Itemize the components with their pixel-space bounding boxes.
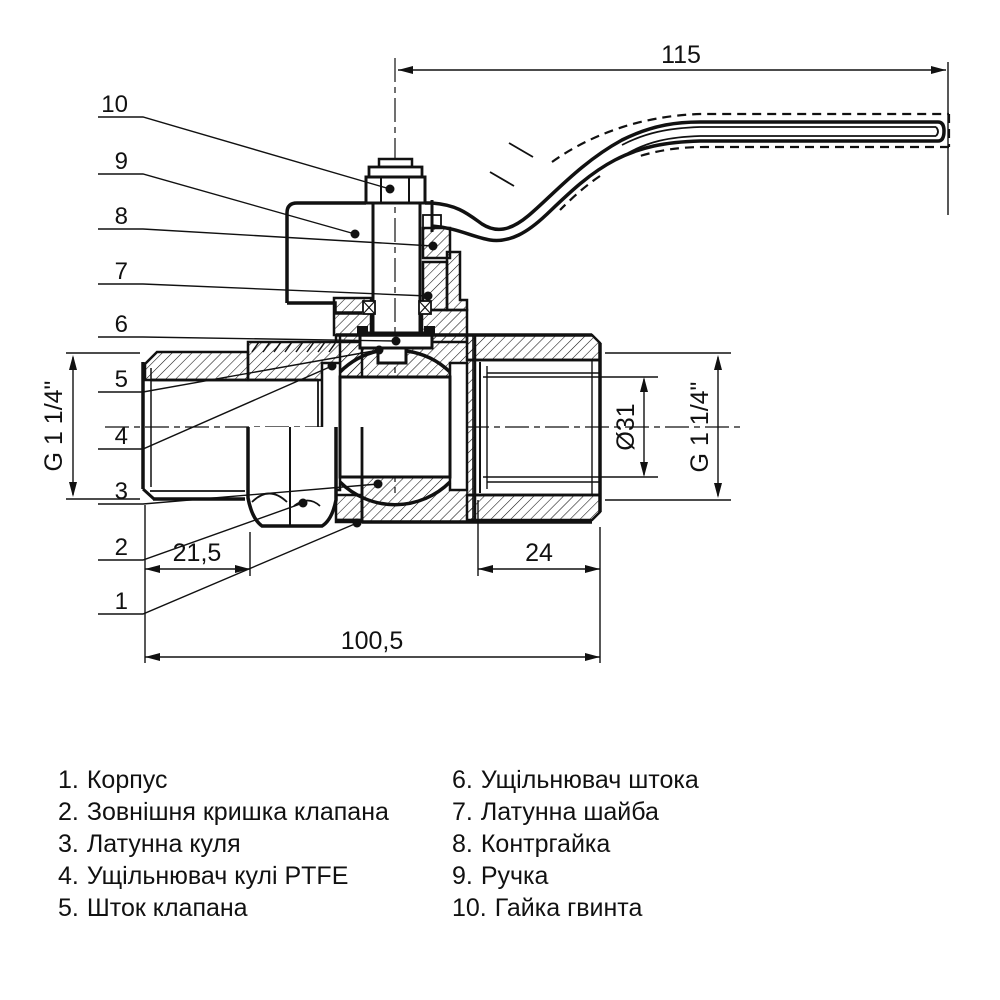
dim-21-5-label: 21,5: [172, 539, 222, 567]
stem-nut: [366, 159, 425, 203]
dimension-115: [398, 41, 948, 215]
svg-text:10: 10: [101, 91, 128, 118]
dim-bore-label: Ø31: [612, 403, 640, 451]
part-name: Латунна куля: [86, 830, 241, 858]
part-name: Гайка гвинта: [494, 894, 643, 922]
part-number: 1.: [58, 766, 79, 794]
part-number: 3.: [58, 830, 79, 858]
part-name: Ручка: [480, 862, 549, 890]
part-item-9: [452, 860, 699, 892]
part-item-1: [58, 764, 389, 796]
part-number: 5.: [58, 894, 79, 922]
dim-24-label: 24: [525, 539, 553, 567]
part-name: Контргайка: [480, 830, 611, 858]
dim-115-label: 115: [661, 41, 701, 69]
part-name: Латунна шайба: [480, 798, 659, 826]
part-number: 8.: [452, 830, 473, 858]
part-item-2: [58, 796, 389, 828]
callout-10: [98, 91, 395, 194]
part-item-5: [58, 892, 389, 924]
part-number: 4.: [58, 862, 79, 890]
parts-list-left-column: [58, 764, 389, 924]
part-item-4: [58, 860, 389, 892]
svg-text:4: 4: [114, 423, 128, 450]
part-number: 6.: [452, 766, 473, 794]
svg-text:1: 1: [114, 588, 128, 615]
part-item-3: [58, 828, 389, 860]
callout-7: [98, 258, 433, 301]
part-number: 10.: [452, 894, 487, 922]
dim-left-thread-label: G 1 1/4": [40, 380, 68, 472]
part-name: Ущільнювач штока: [480, 766, 699, 794]
part-item-6: [452, 764, 699, 796]
callout-8: [98, 203, 438, 251]
svg-text:7: 7: [114, 258, 128, 285]
svg-text:3: 3: [114, 478, 128, 505]
part-number: 7.: [452, 798, 473, 826]
dimension-24: [478, 500, 600, 663]
dim-100-5-label: 100,5: [340, 627, 404, 655]
svg-text:2: 2: [114, 534, 128, 561]
part-name: Шток клапана: [86, 894, 248, 922]
callout-9: [98, 148, 360, 239]
part-item-10: [452, 892, 699, 924]
part-item-8: [452, 828, 699, 860]
svg-text:9: 9: [114, 148, 128, 175]
svg-text:6: 6: [114, 311, 128, 338]
dimension-21-5: [145, 505, 250, 663]
part-number: 9.: [452, 862, 473, 890]
parts-list-right-column: [452, 764, 699, 924]
part-number: 2.: [58, 798, 79, 826]
dimension-100-5: [145, 627, 600, 661]
part-name: Корпус: [86, 766, 168, 794]
dim-right-thread-label: G 1 1/4": [686, 381, 714, 473]
part-name: Ущільнювач кулі PTFE: [86, 862, 349, 890]
svg-text:8: 8: [114, 203, 128, 230]
svg-text:5: 5: [114, 366, 128, 393]
part-item-7: [452, 796, 699, 828]
callout-1: [98, 519, 362, 616]
handle: [287, 114, 949, 313]
part-name: Зовнішня кришка клапана: [86, 798, 389, 826]
